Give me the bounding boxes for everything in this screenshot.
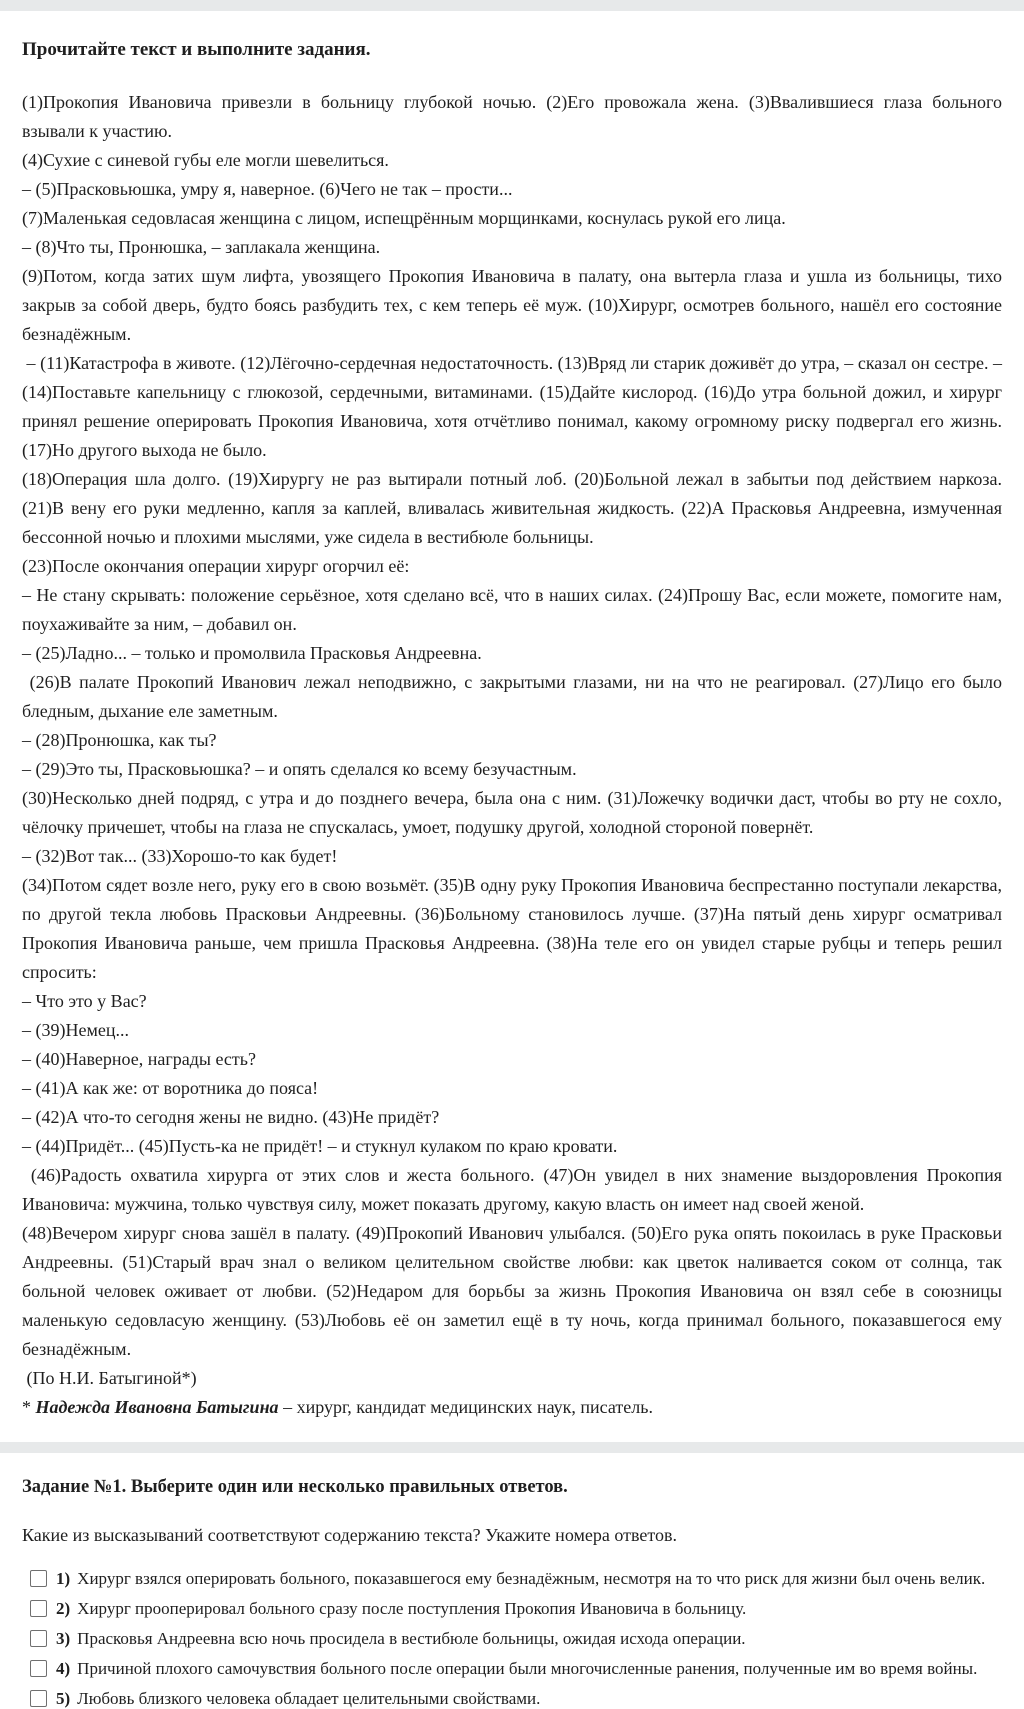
answer-checkbox[interactable] <box>30 1690 47 1707</box>
text-paragraph: – (41)А как же: от воротника до пояса! <box>22 1078 319 1098</box>
answer-options <box>22 1568 1002 1709</box>
text-paragraph: – (32)Вот так... (33)Хорошо-то как будет! <box>22 846 338 866</box>
text-paragraph: – (39)Немец... <box>22 1020 129 1040</box>
answer-option <box>30 1568 1002 1589</box>
text-paragraph: – (44)Придёт... (45)Пусть-ка не придёт! – и стукнул кулаком по краю кровати. <box>22 1136 618 1156</box>
answer-checkbox[interactable] <box>30 1660 47 1677</box>
answer-number: 5) <box>56 1688 71 1708</box>
answer-checkbox[interactable] <box>30 1600 47 1617</box>
text-paragraph: – (25)Ладно... – только и промолвила Прасковья Андреевна. <box>22 643 482 663</box>
answer-text: Хирург прооперировал больного сразу после поступления Прокопия Ивановича в больницу. <box>77 1599 747 1618</box>
answer-option <box>30 1598 1002 1619</box>
text-paragraph: – (42)А что-то сегодня жены не видно. (43)Не придёт? <box>22 1107 440 1127</box>
text-paragraph: – (28)Пронюшка, как ты? <box>22 730 217 750</box>
answer-text: Прасковья Андреевна всю ночь просидела в вестибюле больницы, ожидая исхода операции. <box>77 1629 746 1648</box>
task-section <box>0 1453 1024 1709</box>
task-heading: Задание №1. Выберите один или несколько правильных ответов. <box>22 1477 568 1497</box>
text-paragraph: – (29)Это ты, Прасковьюшка? – и опять сделался ко всему безучастным. <box>22 759 577 779</box>
text-paragraph: (7)Маленькая седовласая женщина с лицом, испещрённым морщинками, коснулась рукой его лица. <box>22 208 786 228</box>
text-paragraph: (26)В палате Прокопий Иванович лежал неподвижно, с закрытыми глазами, ни на что не реагировал. (27)Лицо его было бледным, дыхание еле заметным. <box>22 672 1007 721</box>
answer-text: Любовь близкого человека обладает целительными свойствами. <box>77 1689 541 1708</box>
text-paragraph: – (8)Что ты, Пронюшка, – заплакала женщина. <box>22 237 381 257</box>
answer-option <box>30 1628 1002 1649</box>
source-line: (По Н.И. Батыгиной*) <box>22 1368 197 1388</box>
text-paragraph: (48)Вечером хирург снова зашёл в палату. (49)Прокопий Иванович улыбался. (50)Его рука опять покоилась в руке Прасковьи Андреевны. (51)Старый врач знал о великом целительном свойстве любви: как цветок наливается соком от солнца, так больной человек оживает от любви. (52)Недаром для борьбы за жизнь Прокопия Ивановича он взял себе в союзницы маленькую седовласую женщину. (53)Любовь её он заметил ещё в ту ночь, когда принимал больного, показавшегося ему безнадёжным. <box>22 1223 1007 1359</box>
text-paragraph: – (11)Катастрофа в животе. (12)Лёгочно-сердечная недостаточность. (13)Вряд ли старик доживёт до утра, – сказал он сестре. – (14)Поставьте капельницу с глюкозой, сердечными, витаминами. (15)Дайте кислород. (16)До утра больной дожил, и хирург принял решение оперировать Прокопия Ивановича, хотя отчётливо понимал, какому огромному риску подвергал его жизнь. (17)Но другого выхода не было. <box>22 353 1007 460</box>
answer-option <box>30 1688 1002 1709</box>
text-paragraph: (1)Прокопия Ивановича привезли в больницу глубокой ночью. (2)Его провожала жена. (3)Ввалившиеся глаза больного взывали к участию. <box>22 92 1007 141</box>
answer-text: Хирург взялся оперировать больного, показавшегося ему безнадёжным, несмотря на то что риск для жизни был очень велик. <box>77 1569 986 1588</box>
answer-checkbox[interactable] <box>30 1570 47 1587</box>
text-paragraph: (18)Операция шла долго. (19)Хирургу не раз вытирали потный лоб. (20)Больной лежал в забытьи под действием наркоза. (21)В вену его руки медленно, капля за каплей, вливалась живительная жидкость. (22)А Прасковья Андреевна, измученная бессонной ночью и плохими мыслями, уже сидела в вестибюле больницы. <box>22 469 1007 547</box>
answer-option <box>30 1658 1002 1679</box>
text-paragraph: (46)Радость охватила хирурга от этих слов и жеста больного. (47)Он увидел в них знамение выздоровления Прокопия Ивановича: мужчина, только чувствуя силу, может показать другому, какую власть он имеет над своей женой. <box>22 1165 1007 1214</box>
text-paragraph: (30)Несколько дней подряд, с утра и до позднего вечера, была она с ним. (31)Ложечку водички даст, чтобы во рту не сохло, чёлочку причешет, чтобы на глаза не спускалась, умоет, подушку другой, холодной стороной повернёт. <box>22 788 1007 837</box>
answer-number: 2) <box>56 1598 71 1618</box>
text-paragraph: (34)Потом сядет возле него, руку его в свою возьмёт. (35)В одну руку Прокопия Ивановича беспрестанно поступали лекарства, по другой текла любовь Прасковьи Андреевны. (36)Больному становилось лучше. (37)На пятый день хирург осматривал Прокопия Ивановича раньше, чем пришла Прасковья Андреевна. (38)На теле его он увидел старые рубцы и теперь решил спросить: <box>22 875 1007 982</box>
instruction-heading: Прочитайте текст и выполните задания. <box>22 39 371 60</box>
text-paragraph: (4)Сухие с синевой губы еле могли шевелиться. <box>22 150 389 170</box>
text-paragraph: (23)После окончания операции хирург огорчил её: <box>22 556 410 576</box>
answer-text: Причиной плохого самочувствия больного после операции были многочисленные ранения, полученные им во время войны. <box>77 1659 978 1678</box>
text-paragraph: – (5)Прасковьюшка, умру я, наверное. (6)Чего не так – прости... <box>22 179 513 199</box>
footnote-star: * <box>22 1397 36 1417</box>
answer-number: 1) <box>56 1568 71 1588</box>
footnote-author-role: – хирург, кандидат медицинских наук, писатель. <box>278 1397 653 1417</box>
text-paragraph: – (40)Наверное, награды есть? <box>22 1049 256 1069</box>
reading-section <box>0 11 1024 1422</box>
answer-checkbox[interactable] <box>30 1630 47 1647</box>
section-divider <box>0 1442 1024 1453</box>
answer-number: 3) <box>56 1628 71 1648</box>
text-paragraph: – Не стану скрывать: положение серьёзное, хотя сделано всё, что в наших силах. (24)Прошу Вас, если можете, помогите нам, поухаживайте за ним, – добавил он. <box>22 585 1007 634</box>
text-paragraph: – Что это у Вас? <box>22 991 147 1011</box>
text-paragraph: (9)Потом, когда затих шум лифта, увозящего Прокопия Ивановича в палату, она вытерла глаза и ушла из больницы, тихо закрыв за собой дверь, будто боясь разбудить тех, с кем теперь её муж. (10)Хирург, осмотрев больного, нашёл его состояние безнадёжным. <box>22 266 1007 344</box>
task-question: Какие из высказываний соответствуют содержанию текста? Укажите номера ответов. <box>22 1525 677 1545</box>
reading-text <box>22 88 1007 1364</box>
answer-number: 4) <box>56 1658 71 1678</box>
top-divider <box>0 0 1024 11</box>
footnote-line <box>22 1393 1002 1422</box>
footnote-author-name: Надежда Ивановна Батыгина <box>35 1397 279 1417</box>
